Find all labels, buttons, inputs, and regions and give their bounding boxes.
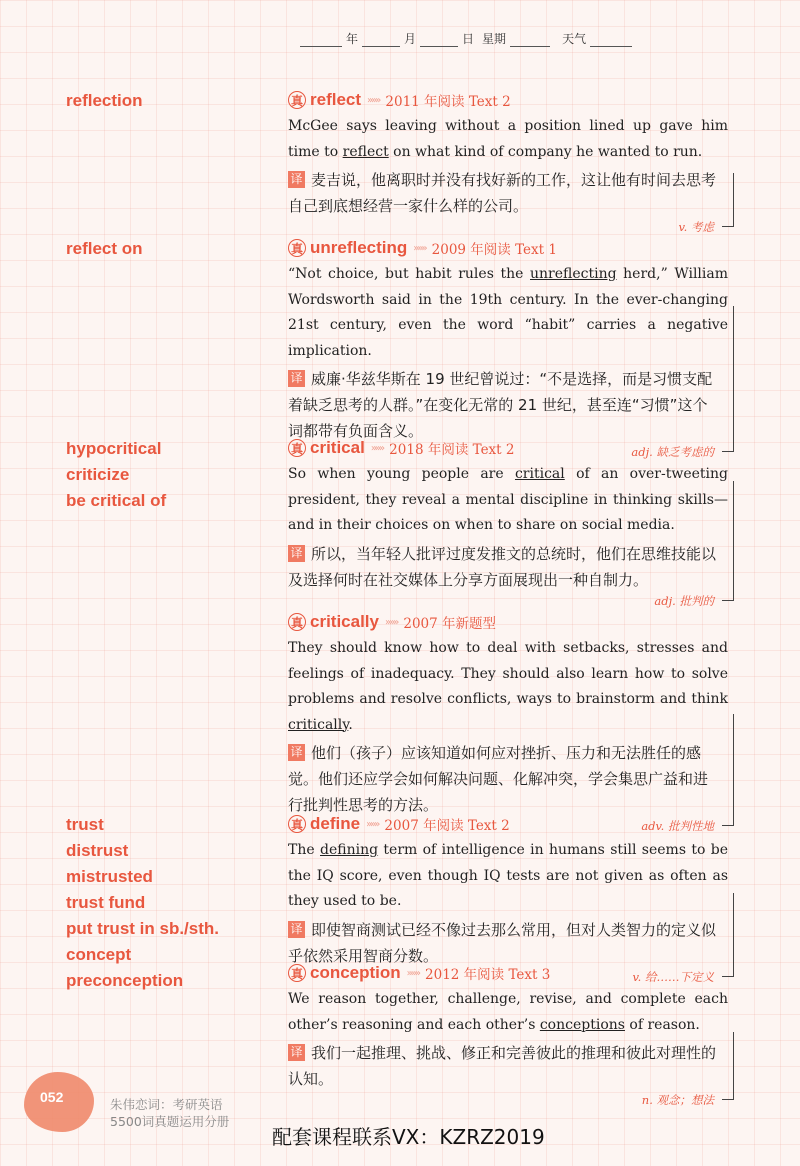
day-label: 日 <box>462 32 475 46</box>
contact-watermark: 配套课程联系VX：KZRZ2019 <box>272 1125 545 1149</box>
related-words-2 <box>66 236 143 262</box>
month-blank <box>362 34 400 47</box>
weekday-blank <box>510 34 550 47</box>
highlight-word: conceptions <box>539 1016 625 1033</box>
highlight-word: unreflecting <box>530 266 617 282</box>
part-of-speech-tag: n. 观念；想法 <box>641 1093 714 1107</box>
day-blank <box>420 34 458 47</box>
source: 2012 年阅读 Text 3 <box>425 967 551 983</box>
bracket-line <box>721 714 734 826</box>
yi-square-icon: 译 <box>288 744 305 761</box>
chinese-translation: 威廉·华兹华斯在 19 世纪曾说过：“不是选择，而是习惯支配着缺乏思考的人群。”在变化无常的 21 世纪，甚至连“习惯”这个词都带有负面含义。 <box>288 370 713 440</box>
related-word: trust <box>66 815 104 834</box>
zhen-circle-icon: 真 <box>288 239 306 257</box>
part-of-speech-tag: v. 考虑 <box>678 220 714 234</box>
yi-square-icon: 译 <box>288 171 305 188</box>
headword: critically <box>310 612 379 631</box>
book-title-line2: 5500词真题运用分册 <box>110 1114 230 1129</box>
related-word: be critical of <box>66 491 167 510</box>
part-of-speech-tag: adv. 批判性地 <box>641 819 714 833</box>
zhen-circle-icon: 真 <box>288 964 306 982</box>
zhen-circle-icon: 真 <box>288 439 306 457</box>
highlight-word: critical <box>514 466 565 482</box>
english-sentence: The defining term of intelligence in humans still seems to be the IQ score, even though IQ tests are not given as often as they used to be. <box>288 842 728 909</box>
highlight-word: reflect <box>342 143 389 160</box>
bracket-line <box>721 481 734 601</box>
related-word: criticize <box>66 465 130 484</box>
source: 2007 年阅读 Text 2 <box>384 818 510 834</box>
source: 2011 年阅读 Text 2 <box>385 94 511 110</box>
yi-square-icon: 译 <box>288 545 305 562</box>
english-sentence: So when young people are critical of an over-tweeting president, they reveal a mental discipline in thinking skills—and in their choices on when to share on social media. <box>288 466 728 533</box>
bracket-line <box>721 306 734 452</box>
year-blank <box>300 34 342 47</box>
translation-block <box>288 1040 728 1107</box>
part-of-speech-tag: adj. 批判的 <box>654 593 714 608</box>
weather-label: 天气 <box>562 32 587 46</box>
headword: reflect <box>310 90 362 109</box>
chinese-translation: 他们（孩子）应该知道如何应对挫折、压力和无法胜任的感觉。他们还应学会如何解决问题、化解冲突，学会集思广益和进行批判性思考的方法。 <box>288 744 709 814</box>
yi-square-icon: 译 <box>288 1044 305 1061</box>
related-word: distrust <box>66 841 129 860</box>
related-word: trust fund <box>66 893 146 912</box>
related-word: preconception <box>66 971 184 990</box>
double-arrow-icon: »»» <box>366 818 379 830</box>
chinese-translation: 麦吉说，他离职时并没有找好新的工作，这让他有时间去思考自己到底想经营一家什么样的公司。 <box>288 171 717 215</box>
yi-square-icon: 译 <box>288 370 305 387</box>
related-word: reflect on <box>66 239 143 258</box>
headword: critical <box>310 438 365 457</box>
yi-square-icon: 译 <box>288 921 305 938</box>
source: 2007 年新题型 <box>403 616 497 632</box>
english-sentence: McGee says leaving without a position lined up gave him time to reflect on what kind of company he wanted to run. <box>288 118 728 160</box>
related-word: reflection <box>66 91 143 110</box>
bracket-line <box>721 173 734 227</box>
headword: define <box>310 814 361 833</box>
double-arrow-icon: »»» <box>406 967 420 979</box>
translation-block <box>288 167 728 234</box>
zhen-circle-icon: 真 <box>288 815 306 833</box>
chinese-translation: 所以，当年轻人批评过度发推文的总统时，他们在思维技能以及选择何时在社交媒体上分享方面展现出一种自制力。 <box>288 544 717 589</box>
weather-blank <box>590 34 632 47</box>
source: 2009 年阅读 Text 1 <box>431 242 557 258</box>
chinese-translation: 即使智商测试已经不像过去那么常用，但对人类智力的定义似乎依然采用智商分数。 <box>288 920 717 965</box>
translation-block <box>288 541 728 608</box>
book-title-line1: 朱伟恋词：考研英语 <box>110 1097 223 1112</box>
related-word: hypocritical <box>66 439 162 458</box>
entry-critical <box>288 436 728 608</box>
related-words-1 <box>66 88 143 114</box>
english-sentence: We reason together, challenge, revise, and complete each other’s reasoning and each other’s conceptions of reason. <box>288 991 728 1033</box>
weekday-label: 星期 <box>482 32 507 46</box>
double-arrow-icon: »»» <box>367 94 380 106</box>
double-arrow-icon: »»» <box>413 242 426 254</box>
bracket-line <box>721 1032 734 1100</box>
zhen-circle-icon: 真 <box>288 91 306 109</box>
highlight-word: defining <box>320 842 379 858</box>
page-number: 052 <box>40 1089 64 1105</box>
book-title <box>110 1096 229 1130</box>
entry-conception <box>288 961 728 1107</box>
related-words-4 <box>66 812 219 994</box>
part-of-speech-tag: adj. 缺乏考虑的 <box>631 445 714 459</box>
headword: unreflecting <box>310 238 408 257</box>
double-arrow-icon: »»» <box>385 616 398 628</box>
related-word: concept <box>66 945 132 964</box>
related-word: mistrusted <box>66 867 153 886</box>
double-arrow-icon: »»» <box>370 442 384 454</box>
zhen-circle-icon: 真 <box>288 613 306 631</box>
source: 2018 年阅读 Text 2 <box>389 442 515 458</box>
entry-reflect <box>288 88 728 234</box>
related-word: put trust in sb./sth. <box>66 919 219 938</box>
highlight-word: critically <box>288 716 349 733</box>
chinese-translation: 我们一起推理、挑战、修正和完善彼此的推理和彼此对理性的认知。 <box>288 1044 717 1088</box>
related-words-3 <box>66 436 166 514</box>
month-label: 月 <box>404 32 417 46</box>
part-of-speech-tag: v. 给……下定义 <box>632 969 714 984</box>
english-sentence: “Not choice, but habit rules the unreflecting herd,” William Wordsworth said in the 19th century. In the ever-changing 21st century, even the word “habit” carries a negative implication. <box>288 266 728 359</box>
english-sentence: They should know how to deal with setbacks, stresses and feelings of inadequacy. They should also learn how to solve problems and resolve conflicts, ways to brainstorm and think critically. <box>288 640 728 733</box>
year-label: 年 <box>346 32 359 46</box>
date-header <box>300 30 660 47</box>
headword: conception <box>310 963 401 982</box>
